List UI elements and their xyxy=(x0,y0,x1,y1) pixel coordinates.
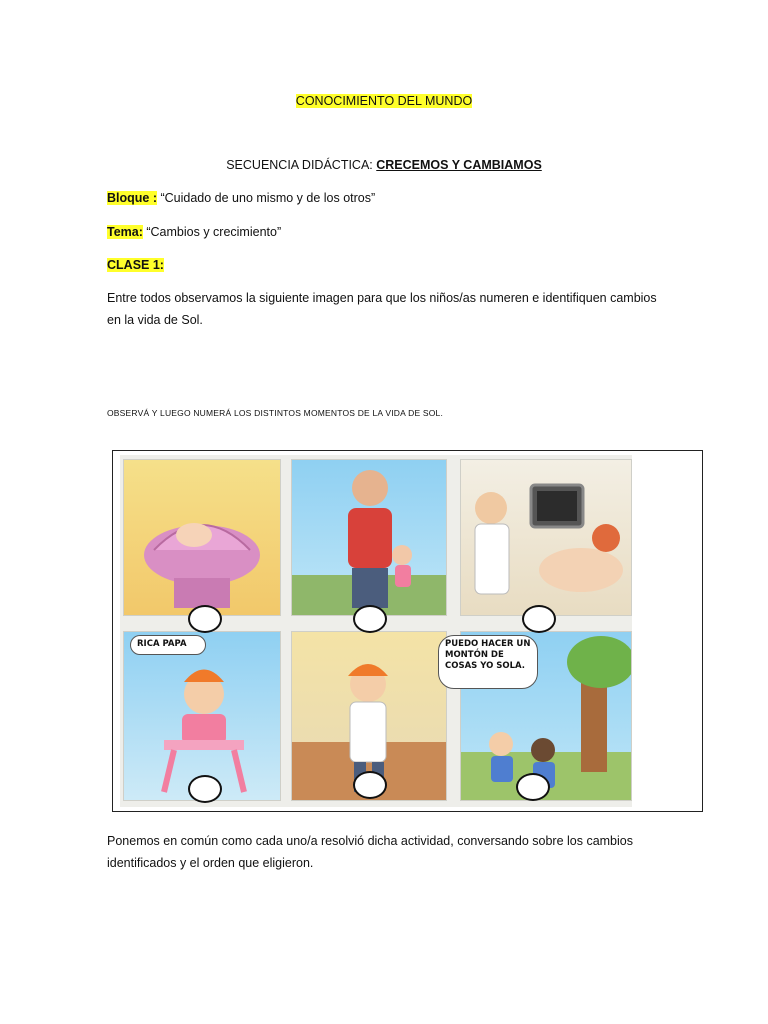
clase-line xyxy=(107,258,164,272)
crib-drawing xyxy=(124,460,280,615)
number-circle-1[interactable] xyxy=(188,605,222,633)
grandfather-drawing xyxy=(292,460,446,615)
bloque-label: Bloque : xyxy=(107,191,157,205)
page-title: CONOCIMIENTO DEL MUNDO xyxy=(295,94,473,108)
closing-paragraph: Ponemos en común como cada uno/a resolvió dicha actividad, conversando sobre los cambios identificados y el orden que eligieron. xyxy=(107,834,633,870)
number-circle-5[interactable] xyxy=(353,771,387,799)
speech-bubble-rica-papa: RICA PAPA xyxy=(130,635,206,655)
sequence-heading xyxy=(0,158,768,172)
number-circle-4[interactable] xyxy=(188,775,222,803)
bloque-line xyxy=(107,191,375,205)
number-circle-6[interactable] xyxy=(516,773,550,801)
ultrasound-drawing xyxy=(461,460,631,615)
speech-bubble-puedo-hacer: PUEDO HACER UN MONTÓN DE COSAS YO SOLA. xyxy=(438,635,538,689)
bloque-value: “Cuidado de uno mismo y de los otros” xyxy=(157,191,376,205)
intro-paragraph: Entre todos observamos la siguiente imagen para que los niños/as numeren e identifiquen cambios en la vida de Sol. xyxy=(107,291,657,327)
tema-label: Tema: xyxy=(107,225,143,239)
sequence-name: CRECEMOS Y CAMBIAMOS xyxy=(376,158,542,172)
number-circle-3[interactable] xyxy=(522,605,556,633)
sequence-prefix: SECUENCIA DIDÁCTICA: xyxy=(226,158,377,172)
tema-value: “Cambios y crecimiento” xyxy=(142,225,282,239)
clase-label: CLASE 1: xyxy=(107,258,164,272)
number-circle-2[interactable] xyxy=(353,605,387,633)
life-stages-illustration xyxy=(120,455,632,807)
panel-baby-crib xyxy=(123,459,281,616)
tema-line xyxy=(107,225,281,239)
instruction-text: OBSERVÁ Y LUEGO NUMERÁ LOS DISTINTOS MOMENTOS DE LA VIDA DE SOL. xyxy=(107,408,444,418)
panel-grandfather xyxy=(291,459,447,616)
panel-ultrasound xyxy=(460,459,632,616)
